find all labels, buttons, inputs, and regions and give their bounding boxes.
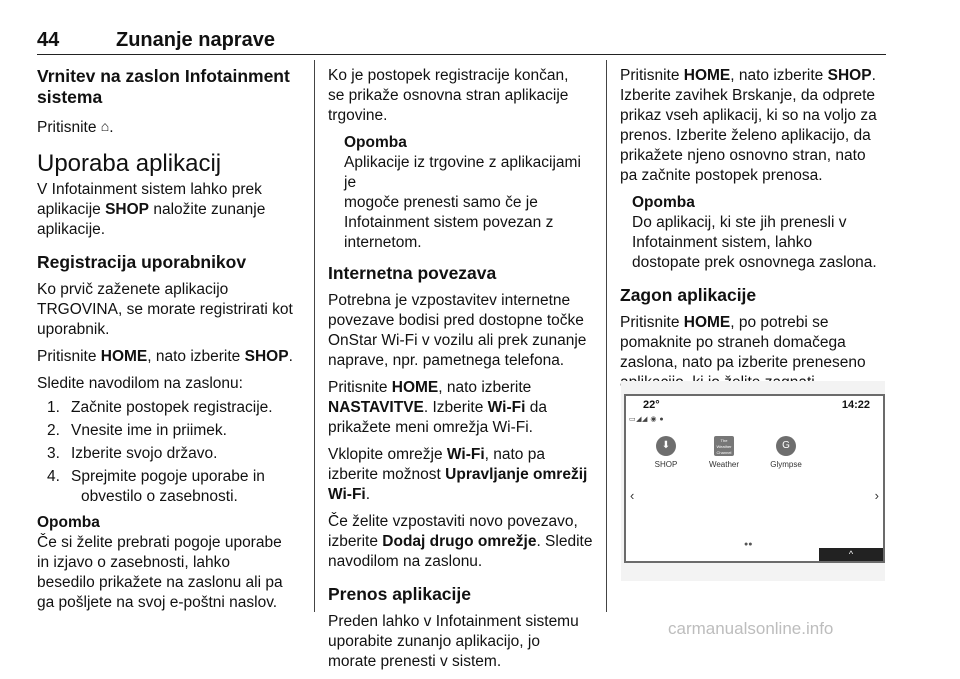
status-icons: ▭◢◢ ◉ ● — [629, 416, 665, 423]
infotainment-screenshot — [621, 381, 885, 581]
home-screen — [624, 394, 885, 563]
paragraph-internet: Potrebna je vzpostavitev internetne povezave bodisi pred dostopne točke OnStar Wi-Fi v vozilu ali prek zunanje naprave, npr. pametnega telefona. — [328, 292, 587, 369]
page-number: 44 — [37, 29, 60, 51]
paragraph-done: Ko je postopek registracije končan, se prikaže osnovna stran aplikacije trgovine. — [328, 67, 569, 124]
section-heading-return: Vrnitev na zaslon Infotainment sistema — [37, 66, 290, 107]
page-header — [37, 29, 886, 53]
temperature-readout: 22° — [643, 399, 660, 411]
list-item: 2. Vnesite ime in priimek. — [47, 422, 227, 439]
paragraph-follow: Sledite navodilom na zaslonu: — [37, 375, 243, 392]
list-item: 1. Začnite postopek registracije. — [47, 399, 273, 416]
arrow-right-icon[interactable]: › — [874, 488, 879, 503]
arrow-left-icon[interactable]: ‹ — [630, 488, 635, 503]
page-indicator: ●● — [744, 541, 753, 548]
app-shop[interactable]: ⬇ SHOP — [641, 436, 691, 469]
chapter-heading-use: Uporaba aplikacij — [37, 150, 222, 177]
section-heading-transfer: Prenos aplikacije — [328, 584, 471, 604]
weather-channel-icon: The Weather Channel — [714, 436, 734, 456]
paragraph-registration: Ko prvič zaženete aplikacijo TRGOVINA, se morate registrirati kot uporabnik. — [37, 281, 293, 338]
section-heading-registration: Registracija uporabnikov — [37, 252, 247, 272]
note-internet: Opomba Aplikacije iz trgovine z aplikacijami je mogoče prenesti samo če je Infotainment sistem povezan z internetom. — [344, 134, 581, 251]
clock-readout: 14:22 — [841, 399, 870, 411]
note-privacy: Opomba Če si želite prebrati pogoje uporabe in izjavo o zasebnosti, lahko besedilo prikažete na zaslonu ali pa ga pošljete na svoj e-poštni naslov. — [37, 514, 283, 611]
app-weather[interactable]: The Weather Channel Weather — [708, 438, 740, 469]
column-3 — [620, 62, 890, 400]
paragraph-start: Pritisnite HOME, po potrebi se pomaknite po straneh domačega zaslona, nato pa izberite preneseno — [620, 314, 866, 371]
section-heading-internet: Internetna povezava — [328, 263, 497, 283]
page-title: Zunanje naprave — [116, 29, 275, 51]
list-item: 4. Sprejmite pogoje uporabe in obvestilo o zasebnosti. — [47, 468, 265, 505]
paragraph-transfer: Preden lahko v Infotainment sistemu uporabite zunanjo aplikacijo, jo morate prenesti v sistem. — [328, 613, 579, 670]
note-downloaded: Opomba Do aplikacij, ki ste jih prenesli v Infotainment sistem, lahko dostopate prek osnovnega zaslona. — [632, 194, 877, 271]
glympse-icon: G — [776, 436, 796, 456]
column-1 — [37, 62, 302, 621]
header-rule — [37, 54, 886, 55]
column-2 — [328, 62, 596, 679]
column-divider — [314, 60, 315, 612]
paragraph-settings: Pritisnite HOME, nato izberite NASTAVITVE. Izberite Wi-Fi da prikažete meni omrežja Wi-Fi. — [328, 379, 547, 436]
registration-steps — [37, 398, 302, 507]
watermark: carmanualsonline.info — [668, 619, 834, 638]
paragraph-use: V Infotainment sistem lahko prek aplikacije SHOP naložite zunanje aplikacije. — [37, 181, 266, 238]
paragraph-wifi: Vklopite omrežje Wi-Fi, nato pa izberite možnost Upravljanje omrežij Wi-Fi. — [328, 446, 588, 503]
paragraph-shop: Pritisnite HOME, nato izberite SHOP. Izberite zavihek Brskanje, da odprete prikaz vseh aplikacij, ki so na voljo za prenos. Izberite želeno aplikacijo, da prikažete njeno osnovno stran, nato pa začnite postopek prenosa. — [620, 67, 877, 184]
app-glympse[interactable]: G Glympse — [761, 436, 811, 469]
paragraph-new-network: Če želite vzpostaviti novo povezavo, izberite Dodaj drugo omrežje. Sledite navodilom na zaslonu. — [328, 513, 593, 570]
paragraph-press-home: Pritisnite HOME, nato izberite SHOP. — [37, 348, 293, 365]
download-icon: ⬇ — [656, 436, 676, 456]
column-divider — [606, 60, 607, 612]
section-heading-start: Zagon aplikacije — [620, 285, 757, 305]
paragraph-return: Pritisnite ⌂. — [37, 118, 114, 136]
app-tray-handle[interactable] — [819, 548, 883, 561]
list-item: 3. Izberite svojo državo. — [47, 445, 218, 462]
home-icon: ⌂ — [100, 118, 110, 134]
chevron-up-icon: ^ — [848, 549, 854, 559]
